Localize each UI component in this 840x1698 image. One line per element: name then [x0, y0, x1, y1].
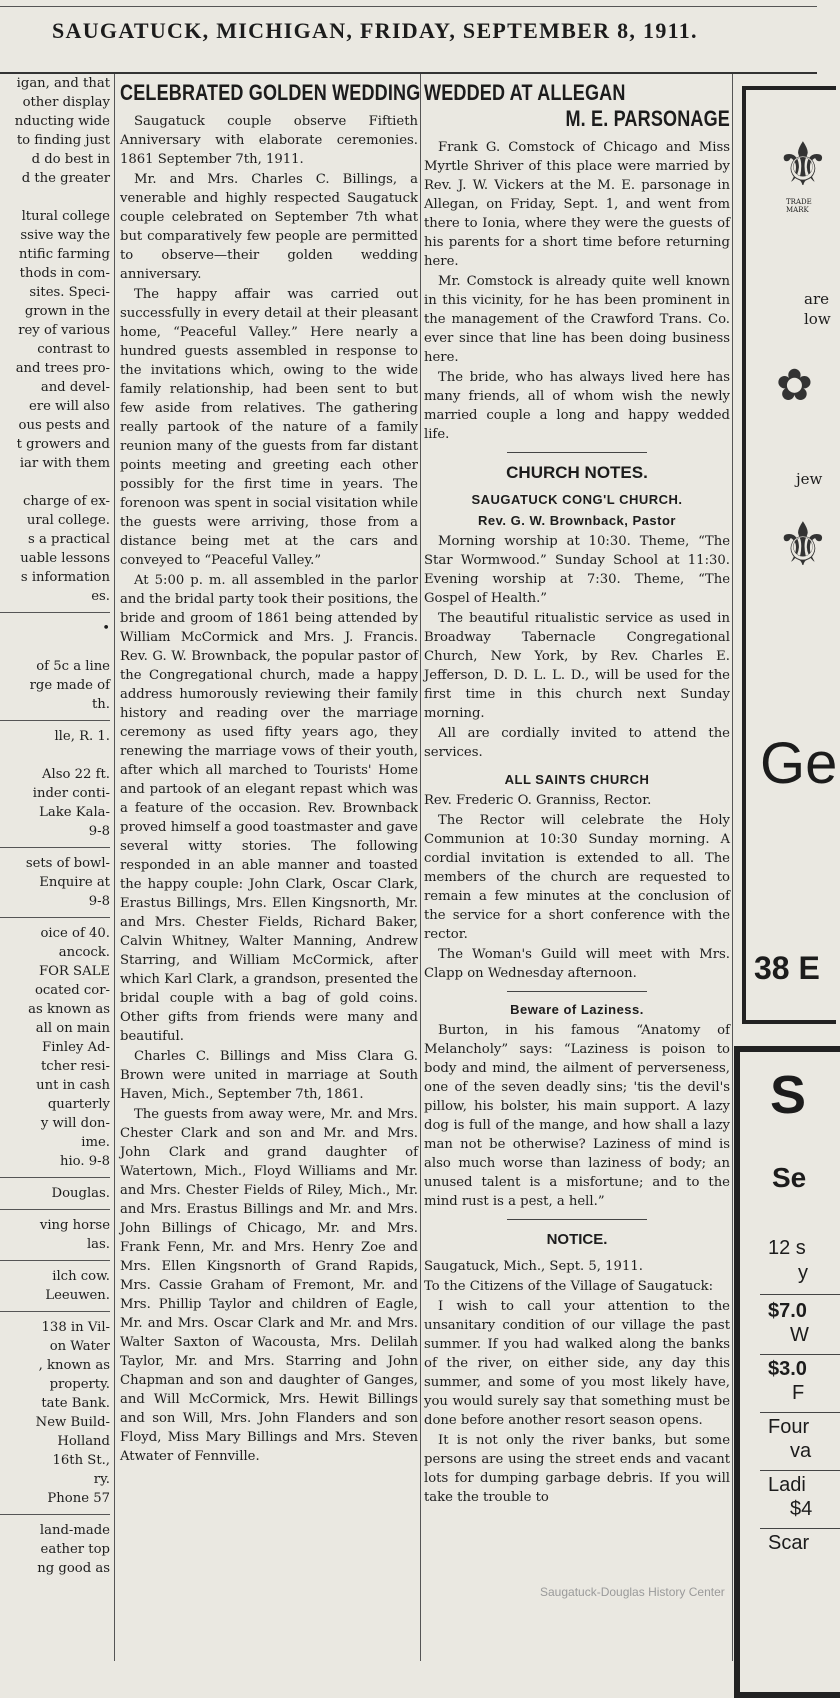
ad-item: Four	[768, 1416, 810, 1438]
left-column-line: New Build-	[35, 1415, 110, 1430]
cong-church-title: SAUGATUCK CONG'L CHURCH.	[471, 492, 683, 507]
left-column-line: ssive way the	[20, 228, 110, 243]
left-column-line: property.	[49, 1377, 110, 1392]
ad-rule	[760, 1528, 840, 1529]
trade-mark-label: TRADE MARK	[786, 198, 812, 214]
left-column-line: Phone 57	[47, 1491, 110, 1506]
left-column-line: and devel-	[40, 380, 110, 395]
ad-address: 38 E	[754, 950, 820, 986]
article-paragraph: The guests from away were, Mr. and Mrs. Chester Clark and son and Mr. and Mrs. John Clark and grand daughter of Watertown, Mich., Floyd Williams and Mr. and Mrs. Chester Fields of Riley, Mich., Mr. and Mrs. Erastus Billings and Mr. and Mrs. John Billings of Chicago, Mr. and Mrs. Frank Fenn, Mr. and Mrs. Henry Zoe and Mrs. Ellen Kingsnorth of Grand Rapids, Mrs. Cassie Graham of Fremont, Mr. and Mrs. Phillip Taylor and children of Eagle, Mr. and Mrs. Oscar Clark and Mr. and Mrs. Walter Saxton of Wacousta, Mrs. Delilah Taylor, Mr. and Mrs. Starring and John Chapman and son and daughter of Ganges, and Will McCormick, Mrs. Hewit Billings and son Will, Mrs. John Flanders and son Floyd, Miss Mary Billings and Mrs. Steven Atwater of Fennville.	[120, 1107, 418, 1464]
all-saints-rector: Rev. Frederic O. Granniss, Rector.	[424, 793, 652, 808]
left-column-line: ural college.	[26, 513, 110, 528]
left-column-line: s a practical	[28, 532, 110, 547]
left-column-line: grown in the	[24, 304, 110, 319]
left-column-rule	[0, 720, 110, 721]
left-column-line: las.	[86, 1237, 110, 1252]
left-column-rule	[0, 612, 110, 613]
section-divider	[507, 452, 647, 453]
store-ad	[734, 1046, 840, 1698]
archive-watermark: Saugatuck-Douglas History Center	[540, 1585, 725, 1599]
article-paragraph: Charles C. Billings and Miss Clara G. Brown were united in marriage at South Haven, Mich., September 7th, 1861.	[120, 1049, 418, 1102]
ad-item: $4	[790, 1498, 813, 1520]
left-column-line: Leeuwen.	[45, 1288, 110, 1303]
column-rule	[420, 74, 421, 1661]
allegan-headline-2: M. E. PARSONAGE	[565, 106, 730, 131]
masthead-dateline: SAUGATUCK, MICHIGAN, FRIDAY, SEPTEMBER 8, 1911.	[52, 18, 698, 43]
fleur-de-lis-icon: ⚜	[776, 130, 830, 200]
article-paragraph: At 5:00 p. m. all assembled in the parlor and the bridal party took their positions, the bride and groom of 1861 being attended by William McCormick and Mrs. J. Francis. Rev. G. W. Brownback, the popular pastor of the Congregational church, made a happy address humorously reviewing their family history and reading over the marriage ceremony as used fifty years ago, they renewing the marriage vows of their youth, after which all marched to Tourists' Home and partook of an elegant repast which was a feature of the occasion. Rev. Brownback proved himself a good toastmaster and gave several witty stories. The following responded in an able manner and toasted the happy couple: John Clark, Oscar Clark, Erastus Billings, Mrs. Ellen Kingsnorth, Mr. and Mrs. Chester Fields, Richard Baker, Calvin Whitney, Walter Manning, Andrew Starring, and William McCormick, after which Karl Clark, a grandson, presented the bridal couple with a bag of gold coins. Other gifts from friends were many and beautiful.	[120, 573, 418, 1044]
left-column-line: other display	[22, 95, 110, 110]
jewelry-ad	[742, 86, 836, 1024]
left-column-rule	[0, 1177, 110, 1178]
left-column-line: y will don-	[40, 1116, 110, 1131]
left-column-line: Lake Kala-	[39, 805, 110, 820]
left-column-rule	[0, 1514, 110, 1515]
left-column-rule	[0, 847, 110, 848]
ad-item: Scar	[768, 1532, 810, 1554]
article-paragraph: Morning worship at 10:30. Theme, “The Star Wormwood.” Sunday School at 11:30. Evening worship at 7:30. Theme, “The Gospel of Health.”	[424, 534, 730, 606]
left-column-line: 9-8	[88, 894, 110, 909]
column-rule	[114, 74, 115, 1661]
fleur-de-lis-icon: ⚜	[776, 510, 830, 580]
left-column-line: rge made of	[29, 678, 110, 693]
left-column-line: all on main	[35, 1021, 110, 1036]
left-column-rule	[0, 1260, 110, 1261]
article-paragraph: The beautiful ritualistic service as used in Broadway Tabernacle Congregational Church, New York, by Rev. Charles E. Jefferson, D. D. L. L. D., will be used for the first time in this church next Sunday morning.	[424, 611, 730, 721]
left-partial-column	[0, 74, 112, 1661]
ad-text: are	[804, 290, 829, 308]
left-column-line	[0, 746, 110, 765]
left-column-line: igan, and that	[16, 76, 110, 91]
article-paragraph: It is not only the river banks, but some persons are using the street ends and vacant lots for dumping garbage debris. If you will take the trouble to	[424, 1433, 730, 1505]
notice-salutation: To the Citizens of the Village of Saugatuck:	[424, 1279, 714, 1294]
ad-subhead: Se	[772, 1162, 807, 1193]
article-paragraph: Saugatuck couple observe Fiftieth Anniversary with elaborate ceremonies. 1861 September 7th, 1911.	[120, 114, 418, 167]
left-column-line: tate Bank.	[41, 1396, 110, 1411]
left-column-line: and trees pro-	[15, 361, 110, 376]
left-column-line: sites. Speci-	[29, 285, 110, 300]
left-column-line: t growers and	[16, 437, 110, 452]
ad-item: F	[792, 1382, 805, 1404]
left-column-line: Douglas.	[51, 1186, 110, 1201]
article-paragraph: All are cordially invited to attend the services.	[424, 726, 730, 760]
left-column-rule	[0, 917, 110, 918]
cong-church-pastor: Rev. G. W. Brownback, Pastor	[478, 513, 676, 528]
church-notes-headline: CHURCH NOTES.	[506, 463, 648, 482]
left-column-line: s information	[20, 570, 110, 585]
masthead-rule	[0, 6, 817, 7]
left-column-line: ry.	[93, 1472, 110, 1487]
left-column-rule	[0, 1311, 110, 1312]
section-divider	[507, 1219, 647, 1220]
notice-headline: NOTICE.	[546, 1231, 608, 1248]
left-column-line: rey of various	[18, 323, 110, 338]
left-column-line: ng good as	[37, 1561, 110, 1576]
left-column-line: Holland	[57, 1434, 110, 1449]
left-column-line: ere will also	[28, 399, 110, 414]
ad-rule	[760, 1354, 840, 1355]
left-column-line: ltural college	[21, 209, 110, 224]
left-column-line: tcher resi-	[40, 1059, 110, 1074]
ornament-icon: ✿	[776, 360, 813, 411]
left-column-line: land-made	[39, 1523, 110, 1538]
left-column-line: , known as	[38, 1358, 110, 1373]
section-divider	[507, 991, 647, 992]
left-column-line: uable lessons	[20, 551, 110, 566]
ad-text: low	[804, 310, 831, 328]
ad-item: $7.0	[768, 1300, 807, 1322]
left-column-line: ilch cow.	[52, 1269, 110, 1284]
left-column-line: thods in com-	[19, 266, 110, 281]
ad-big-text: Ge	[760, 731, 838, 796]
ad-text: jew	[796, 470, 823, 488]
masthead	[0, 0, 817, 74]
left-column-line: 9-8	[88, 824, 110, 839]
article-paragraph: Frank G. Comstock of Chicago and Miss Myrtle Shriver of this place were married by Rev. J. W. Vickers at the M. E. parsonage in Allegan, on Friday, Sept. 1, and went from there to Ionia, where they were the guests of his parents for a short time before returning here.	[424, 140, 730, 269]
left-column-line: unt in cash	[36, 1078, 110, 1093]
left-column-line: Enquire at	[39, 875, 110, 890]
left-column-line	[0, 638, 110, 657]
ad-item: y	[798, 1262, 808, 1284]
left-column-line: oice of 40.	[40, 926, 110, 941]
center-column	[424, 74, 730, 1661]
left-column-line: quarterly	[47, 1097, 110, 1112]
column-rule	[732, 74, 733, 1661]
article-paragraph: The Rector will celebrate the Holy Communion at 10:30 Sunday morning. A cordial invitation is extended to all. The members of the church are requested to remain a few minutes at the conclusion of the service for a short conference with the rector.	[424, 813, 730, 942]
all-saints-title: ALL SAINTS CHURCH	[504, 772, 650, 787]
left-column-line: eather top	[40, 1542, 110, 1557]
left-column-line: ntific farming	[18, 247, 110, 262]
article-paragraph: Mr. and Mrs. Charles C. Billings, a venerable and highly respected Saugatuck couple celebrated on September 7th what but comparatively few people are permitted to observe—their golden wedding anniversary.	[120, 172, 418, 282]
left-column-line: ving horse	[39, 1218, 110, 1233]
ad-rule	[760, 1294, 840, 1295]
left-column-line: hio. 9-8	[59, 1154, 110, 1169]
ad-rule	[760, 1470, 840, 1471]
notice-dateline: Saugatuck, Mich., Sept. 5, 1911.	[424, 1259, 643, 1274]
ad-big-letter: S	[770, 1065, 807, 1125]
allegan-headline-1: WEDDED AT ALLEGAN	[424, 80, 626, 105]
ad-item: W	[790, 1324, 809, 1346]
left-column-line: d do best in	[31, 152, 110, 167]
left-column-line	[0, 188, 110, 207]
left-column-line: lle, R. 1.	[54, 729, 110, 744]
left-column-line: sets of bowl-	[25, 856, 110, 871]
left-column-line: ous pests and	[18, 418, 110, 433]
left-column-line: nducting wide	[14, 114, 110, 129]
article-paragraph: Mr. Comstock is already quite well known in this vicinity, for he has been prominent in the management of the Crawford Trans. Co. ever since that line has been doing business here.	[424, 274, 730, 365]
left-column-line: d the greater	[21, 171, 110, 186]
left-column-line: contrast to	[37, 342, 110, 357]
ad-item: va	[790, 1440, 812, 1462]
left-column-line: ocated cor-	[34, 983, 110, 998]
left-column-line: th.	[92, 697, 110, 712]
left-column-line: of 5c a line	[36, 659, 110, 674]
left-column-line: inder conti-	[32, 786, 110, 801]
left-column-line: on Water	[49, 1339, 110, 1354]
left-column-line: •	[102, 621, 110, 636]
left-column-line: to finding just	[16, 133, 110, 148]
left-column-rule	[0, 1209, 110, 1210]
article-paragraph: The happy affair was carried out successfully in every detail at their pleasant home, “Peaceful Valley.” Here nearly a hundred guests assembled in response to the invitations which, owing to the wide family relationship, had been sent to but few aside from relatives. The gathering really partook of the nature of a family reunion many of the guests from far distant points meeting and greeting each other possibly for the first time in years. The forenoon was spent in social visitation while the guests were arriving, those from a distance being met at the cars and conveyed to “Peaceful Valley.”	[120, 287, 418, 568]
left-column-line: ime.	[81, 1135, 110, 1150]
golden-wedding-article	[120, 74, 421, 1661]
left-column-line	[0, 473, 110, 492]
laziness-text: Burton, in his famous “Anatomy of Melancholy” says: “Laziness is poison to body and mind, the ailment of perverseness, one of the seven deadly sins; 'tis the devil's pillow, his bolster, his main support. A lazy dog is full of the mange, and how shall a lazy man not be otherwise? Laziness of mind is also much worse than laziness of body; an unused talent is a misfortune; and to the mind rust is a pest, a hell.”	[424, 1023, 730, 1209]
ad-item: 12 s	[768, 1237, 806, 1259]
left-column-line: Finley Ad-	[42, 1040, 110, 1055]
article-headline: CELEBRATED GOLDEN WEDDING	[120, 80, 421, 105]
ad-item: Ladi	[768, 1474, 806, 1496]
laziness-title: Beware of Laziness.	[510, 1002, 644, 1017]
left-column-line: 16th St.,	[52, 1453, 110, 1468]
article-paragraph: The bride, who has always lived here has many friends, all of whom wish the newly married couple a long and happy wedded life.	[424, 370, 730, 442]
left-column-line: Also 22 ft.	[42, 767, 110, 782]
left-column-line: 138 in Vil-	[41, 1320, 110, 1335]
left-column-line: charge of ex-	[23, 494, 110, 509]
article-paragraph: The Woman's Guild will meet with Mrs. Clapp on Wednesday afternoon.	[424, 947, 730, 981]
left-column-line: as known as	[28, 1002, 110, 1017]
left-column-line: es.	[91, 589, 110, 604]
left-column-line: FOR SALE	[38, 964, 110, 979]
article-paragraph: I wish to call your attention to the unsanitary condition of our village the past summer. If you had walked along the banks of the river, on either side, any day this summer, and some of you most likely have, you would surely say that something must be done before another resort season opens.	[424, 1299, 730, 1428]
ad-item: $3.0	[768, 1358, 807, 1380]
left-column-line: ancock.	[58, 945, 110, 960]
left-column-lines	[0, 74, 112, 1578]
left-column-line: iar with them	[19, 456, 110, 471]
ad-rule	[760, 1412, 840, 1413]
